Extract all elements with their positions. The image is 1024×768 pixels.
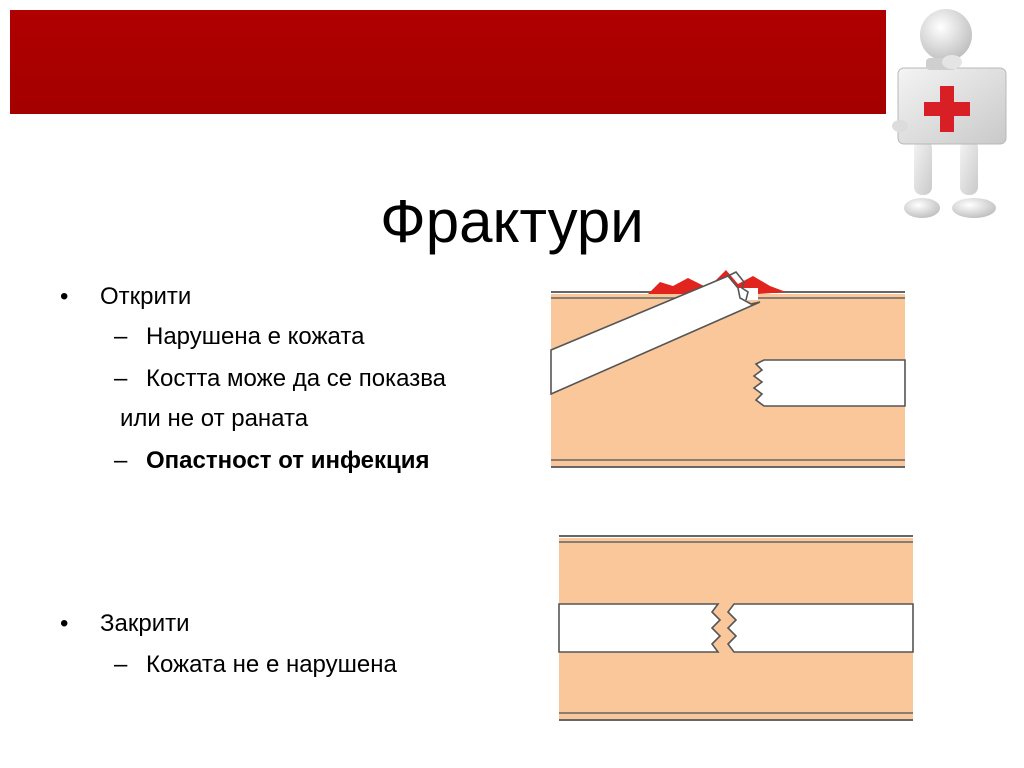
closed-fracture-diagram <box>556 532 916 724</box>
sub-item-skin-intact: Кожата не е нарушена <box>146 651 397 678</box>
bullet-closed-fractures: Закрити <box>100 610 190 637</box>
dash-marker: – <box>114 651 128 678</box>
header-banner <box>10 10 886 114</box>
sub-item-bone-visible: Костта може да се показва <box>146 365 447 392</box>
open-fracture-diagram <box>548 258 908 472</box>
sub-item-bone-visible-continued: или не от раната <box>120 405 309 432</box>
slide-title: Фрактури <box>380 188 644 255</box>
bullet-open-fractures: Открити <box>100 283 192 310</box>
bullet-marker: • <box>60 283 69 310</box>
dash-marker: – <box>114 447 128 474</box>
sub-item-skin-broken: Нарушена е кожата <box>146 323 365 350</box>
bullet-marker: • <box>60 610 69 637</box>
dash-marker: – <box>114 365 128 392</box>
sub-item-infection-risk: Опастност от инфекция <box>146 447 430 474</box>
dash-marker: – <box>114 323 128 350</box>
